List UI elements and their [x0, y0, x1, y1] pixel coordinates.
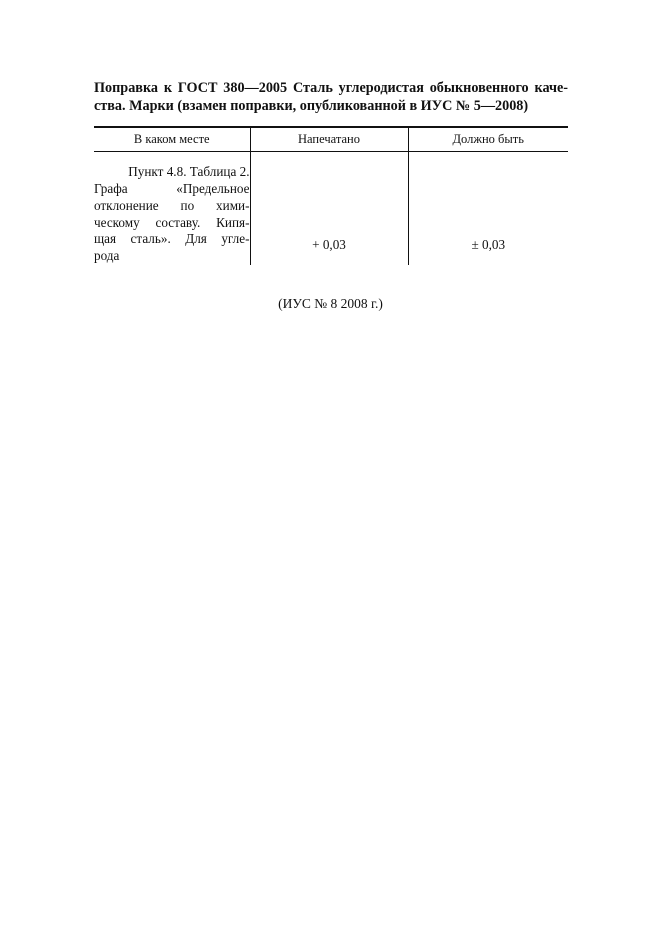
- where-line: отклонение по хими-: [94, 197, 250, 213]
- correction-heading: [94, 79, 568, 115]
- source-reference: (ИУС № 8 2008 г.): [278, 296, 383, 311]
- printed-value: + 0,03: [312, 237, 346, 252]
- where-line: Пункт 4.8. Таблица 2.: [128, 164, 250, 180]
- where-line: рода: [94, 248, 120, 264]
- column-header-where: В каком месте: [94, 127, 250, 152]
- where-line: Графа «Предельное: [94, 181, 250, 197]
- correction-table: [94, 126, 568, 265]
- cell-printed: [250, 152, 408, 266]
- table-header-row: [94, 127, 568, 152]
- heading-line-2: ства. Марки (взамен поправки, опубликованной в ИУС № 5—2008): [94, 98, 529, 114]
- where-line: ческому составу. Кипя-: [94, 214, 250, 230]
- table-row: [94, 152, 568, 266]
- where-line: щая сталь». Для угле-: [94, 231, 250, 247]
- cell-should-be: [408, 152, 568, 266]
- column-header-should-be: Должно быть: [408, 127, 568, 152]
- heading-line-1: Поправка к ГОСТ 380—2005 Сталь углеродистая обыкновенного каче-: [94, 80, 568, 96]
- should-be-value: ± 0,03: [471, 237, 506, 252]
- column-header-printed: Напечатано: [250, 127, 408, 152]
- cell-where: [94, 152, 250, 266]
